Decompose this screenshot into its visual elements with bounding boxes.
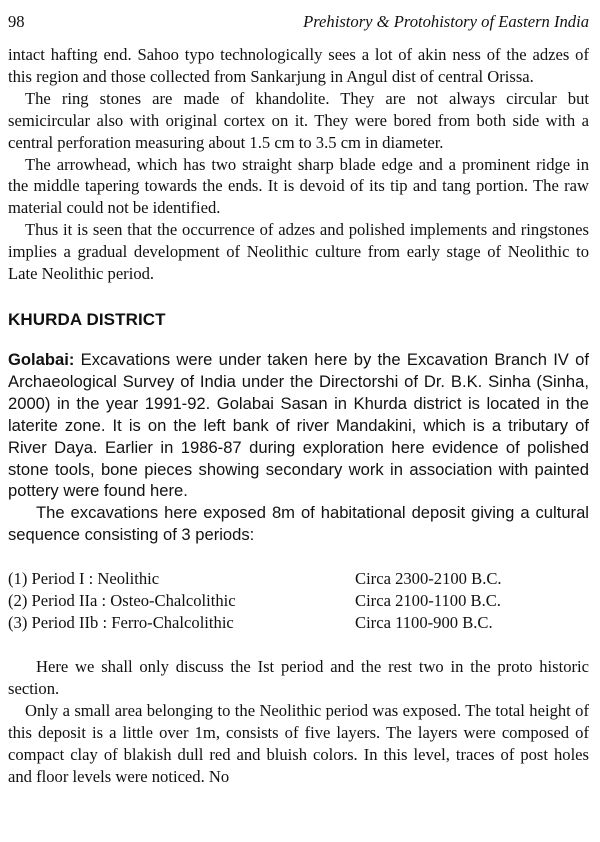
running-title: Prehistory & Protohistory of Eastern India xyxy=(303,12,589,31)
paragraph-arrowhead: The arrowhead, which has two straight sharp blade edge and a prominent ridge in the middle tapering towards the ends. It is devoid of its tip and tang portion. The raw material could not be identified. xyxy=(8,154,589,218)
period-label: (3) Period IIb : Ferro-Chalcolithic xyxy=(8,613,234,633)
section-heading: KHURDA DISTRICT xyxy=(8,309,166,329)
paragraph-scope: Here we shall only discuss the Ist period and the rest two in the proto historic section. xyxy=(8,657,589,699)
golabai-term: Golabai: xyxy=(8,349,75,369)
paragraph-hafting: intact hafting end. Sahoo typo technologically sees a lot of akin ness of the adzes of this region and those collected from Sankarjung in Angul dist of central Orissa. xyxy=(8,45,589,86)
page-body xyxy=(8,44,589,788)
page-header xyxy=(8,11,589,33)
period-row xyxy=(8,612,589,634)
paragraph-sequence-intro: The excavations here exposed 8m of habitational deposit giving a cultural sequence consisting of 3 periods: xyxy=(8,503,589,545)
period-row xyxy=(8,568,589,590)
period-date: Circa 2100-1100 B.C. xyxy=(355,591,501,611)
period-list xyxy=(8,568,589,634)
period-label: (2) Period IIa : Osteo-Chalcolithic xyxy=(8,591,236,611)
page-number: 98 xyxy=(8,12,25,31)
period-date: Circa 1100-900 B.C. xyxy=(355,613,493,633)
paragraph-conclusion: Thus it is seen that the occurrence of adzes and polished implements and ringstones implies a gradual development of Neolithic culture from early stage of Neolithic to Late Neolithic period. xyxy=(8,220,589,284)
period-row xyxy=(8,590,589,612)
period-label: (1) Period I : Neolithic xyxy=(8,569,160,589)
paragraph-neolithic-deposit: Only a small area belonging to the Neolithic period was exposed. The total height of this deposit is a little over 1m, consists of five layers. The layers were composed of compact clay of blakish dull red and bluish colors. In this level, traces of post holes and floor levels were noticed. No xyxy=(8,700,589,786)
golabai-text: Excavations were under taken here by the Excavation Branch IV of Archaeological Survey of India under the Directorshi of Dr. B.K. Sinha (Sinha, 2000) in the year 1991-92. Golabai Sasan in Khurda district is located in the laterite zone. It is on the left bank of river Mandakini, which is a tributary of River Daya. Earlier in 1986-87 during exploration here evidence of polished stone tools, bone pieces showing secondary work in association with painted pottery were found here. xyxy=(8,349,589,501)
paragraph-ring-stones: The ring stones are made of khandolite. They are not always circular but semicircular also with original cortex on it. They were bored from both side with a central perforation measuring about 1.5 cm to 3.5 cm in diameter. xyxy=(8,88,589,152)
period-date: Circa 2300-2100 B.C. xyxy=(355,569,502,589)
paragraph-golabai xyxy=(8,349,589,502)
